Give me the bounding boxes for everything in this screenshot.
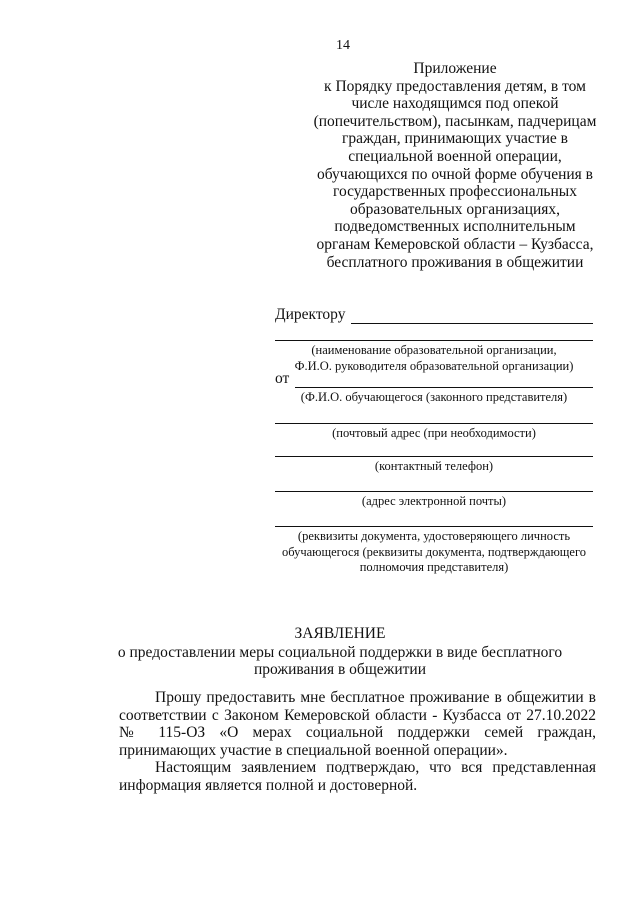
statement-subtitle: проживания в общежитии [253, 661, 426, 679]
appendix-line: государственных профессиональных [333, 183, 577, 201]
body-paragraph: Прошу предоставить мне бесплатное проживание в общежитии в соответствии с Законом Кемеровской области - Кузбасса от 27.10.2022 № 115-ОЗ «О мерах социальной поддержки семей граждан, принимающих участие в специальной военной операции». [119, 689, 596, 759]
appendix-line: органам Кемеровской области – Кузбасса, [316, 235, 594, 253]
appendix-line: Приложение [413, 60, 497, 77]
from-fill-line[interactable] [295, 379, 593, 388]
org-hint-line: Ф.И.О. руководителя образовательной организации) [294, 358, 574, 373]
director-row [275, 304, 593, 324]
phone-fill-line[interactable] [275, 456, 593, 457]
appendix-line: бесплатного проживания в общежитии [326, 253, 584, 271]
student-hint: (Ф.И.О. обучающегося (законного представителя) [300, 390, 568, 404]
from-label: от [275, 370, 290, 387]
appendix-line: обучающихся по очной форме обучения в [316, 165, 593, 183]
org-fill-line[interactable] [275, 340, 593, 341]
email-hint: (адрес электронной почты) [361, 493, 507, 508]
application-form-header [275, 304, 593, 576]
statement-heading [60, 625, 620, 679]
appendix-line: подведомственных исполнительным [334, 218, 576, 236]
appendix-line: граждан, принимающих участие в [342, 130, 568, 148]
phone-hint: (контактный телефон) [374, 459, 494, 473]
appendix-line: числе находящимся под опекой [351, 95, 559, 113]
from-row [275, 370, 593, 388]
document-hint-line: обучающегося (реквизиты документа, подтверждающего [281, 544, 587, 559]
org-hint-line: (наименование образовательной организации, [311, 343, 557, 357]
statement-title: ЗАЯВЛЕНИЕ [294, 625, 386, 642]
appendix-line: (попечительством), пасынкам, падчерицам [313, 112, 597, 130]
email-fill-line[interactable] [275, 491, 593, 492]
org-hint [275, 343, 593, 374]
director-fill-line[interactable] [351, 309, 593, 324]
director-label: Директору [275, 306, 346, 323]
body-paragraph: Настоящим заявлением подтверждаю, что вся представленная информация является полной и достоверной. [119, 759, 596, 794]
appendix-line: образовательных организациях, [349, 200, 561, 218]
appendix-header [300, 60, 610, 271]
statement-body [119, 689, 596, 795]
appendix-line: к Порядку предоставления детям, в том [324, 77, 586, 95]
document-hint-line: (реквизиты документа, удостоверяющего личность [297, 529, 571, 543]
document-hint [275, 529, 593, 576]
appendix-line: специальной военной операции, [348, 147, 562, 165]
address-fill-line[interactable] [275, 423, 593, 424]
page-number: 14 [336, 38, 350, 53]
statement-subtitle: о предоставлении меры социальной поддержки в виде бесплатного [117, 643, 563, 661]
document-hint-line: полномочия представителя) [359, 560, 509, 574]
document-fill-line[interactable] [275, 526, 593, 527]
address-hint: (почтовый адрес (при необходимости) [332, 425, 536, 440]
